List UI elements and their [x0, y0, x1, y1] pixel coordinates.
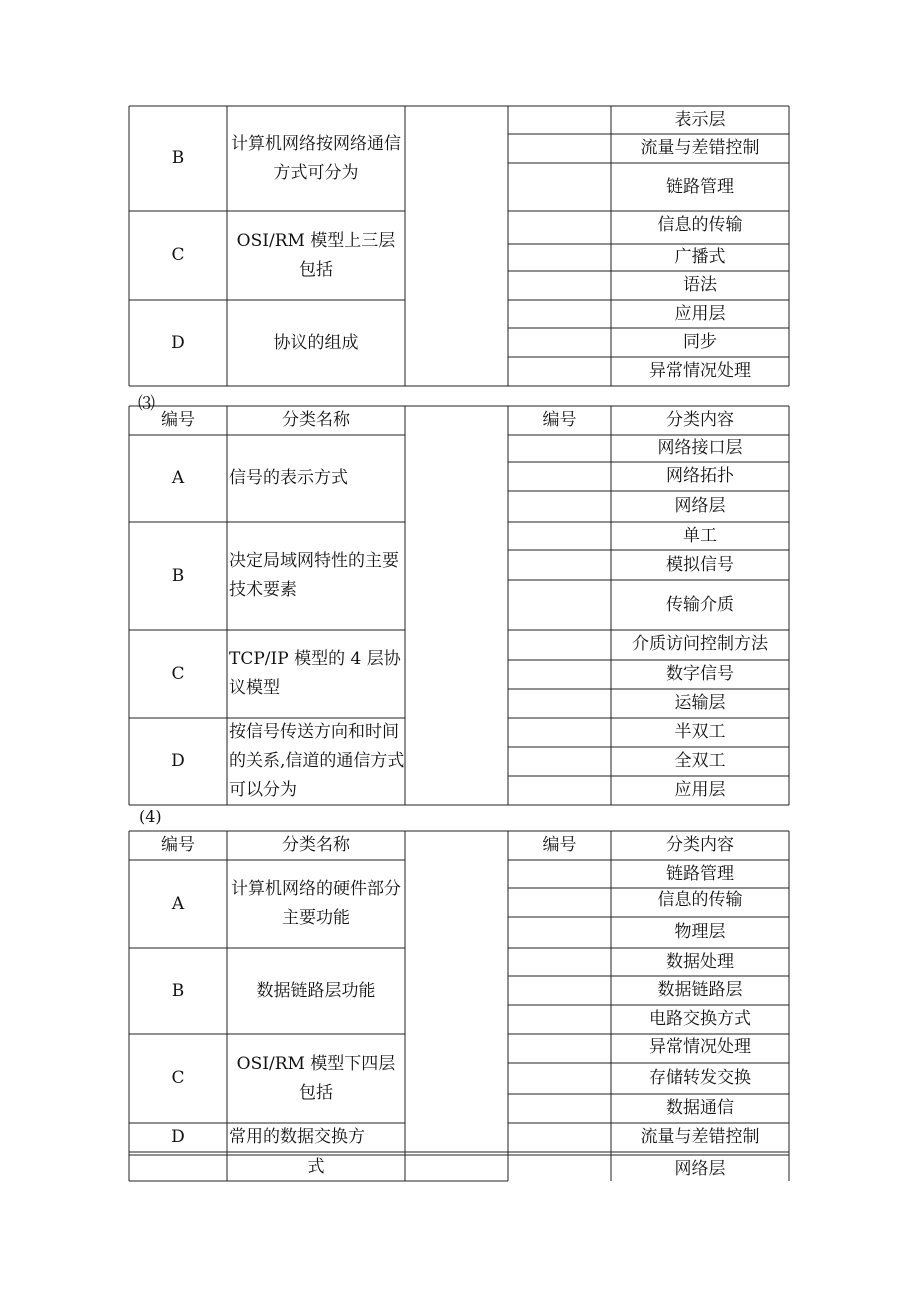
content-cell: 应用层 [674, 303, 726, 324]
content-cell: 单工 [683, 525, 717, 546]
row-category-name: TCP/IP 模型的 4 层协议模型 [229, 649, 401, 698]
content-cell: 数据链路层 [657, 980, 743, 1000]
content-cell: 信息的传输 [657, 890, 743, 910]
content-cell: 链路管理 [666, 176, 734, 197]
row-code: B [171, 565, 185, 586]
row-category-name: 数据链路层功能 [256, 980, 376, 1001]
row-category-name: OSI/RM 模型上三层包括 [236, 230, 396, 280]
row-category-name: OSI/RM 模型下四层包括 [236, 1053, 396, 1103]
row-code: C [171, 245, 185, 265]
row-category-name: 计算机网络按网络通信方式可分为 [231, 133, 401, 183]
content-cell: 广播式 [674, 247, 726, 267]
content-cell: 异常情况处理 [649, 361, 751, 381]
content-cell: 链路管理 [666, 863, 734, 884]
content-cell: 电路交换方式 [649, 1009, 751, 1029]
content-cell: 模拟信号 [666, 554, 734, 575]
content-cell: 网络层 [674, 496, 726, 516]
row-category-name: 计算机网络的硬件部分主要功能 [231, 879, 401, 928]
header-code: 编号 [542, 835, 577, 855]
content-cell: 物理层 [674, 922, 726, 942]
row-code: C [171, 663, 185, 684]
content-cell: 存储转发交换 [649, 1068, 751, 1088]
header-category-content: 分类内容 [666, 835, 734, 855]
row-category-name: 信号的表示方式 [229, 468, 348, 488]
row-code: D [171, 332, 185, 353]
row-category-name-continued: 式 [307, 1156, 325, 1177]
content-cell: 全双工 [674, 751, 726, 771]
content-cell: 网络拓扑 [666, 466, 734, 486]
content-cell: 同步 [683, 332, 717, 352]
content-cell: 传输介质 [666, 594, 734, 615]
row-category-name: 按信号传送方向和时间的关系,信道的通信方式可以分为 [229, 722, 405, 800]
content-cell: 信息的传输 [657, 214, 743, 235]
header-category-name: 分类名称 [282, 835, 350, 855]
content-cell: 介质访问控制方法 [632, 633, 768, 654]
header-code: 编号 [542, 410, 577, 430]
row-category-name: 常用的数据交换方 [229, 1127, 365, 1147]
content-cell: 应用层 [674, 780, 726, 800]
row-category-name: 决定局域网特性的主要技术要素 [229, 551, 399, 600]
row-code: A [171, 468, 185, 488]
row-code: B [171, 148, 185, 168]
content-cell: 流量与差错控制 [640, 138, 760, 158]
row-code: B [171, 980, 185, 1001]
header-category-content: 分类内容 [666, 410, 734, 430]
row-code: D [171, 751, 185, 771]
content-cell: 数字信号 [666, 664, 734, 684]
row-category-name: 协议的组成 [273, 332, 359, 353]
header-category-name: 分类名称 [282, 410, 350, 430]
content-cell: 流量与差错控制 [640, 1127, 760, 1147]
row-code: D [171, 1127, 185, 1147]
header-code: 编号 [161, 835, 195, 855]
content-cell: 网络层 [674, 1158, 726, 1179]
header-code: 编号 [161, 410, 195, 430]
content-cell: 表示层 [674, 109, 726, 130]
content-cell: 网络接口层 [657, 438, 743, 458]
content-cell: 数据处理 [666, 951, 734, 972]
content-cell: 运输层 [674, 693, 726, 713]
content-cell: 异常情况处理 [649, 1037, 751, 1057]
row-code: C [171, 1068, 185, 1088]
row-code: A [171, 893, 185, 914]
section-label: (4) [139, 807, 162, 826]
content-cell: 数据通信 [666, 1098, 734, 1118]
section-label: ⑶ [138, 394, 155, 414]
content-cell: 半双工 [674, 722, 726, 742]
content-cell: 语法 [683, 275, 717, 295]
